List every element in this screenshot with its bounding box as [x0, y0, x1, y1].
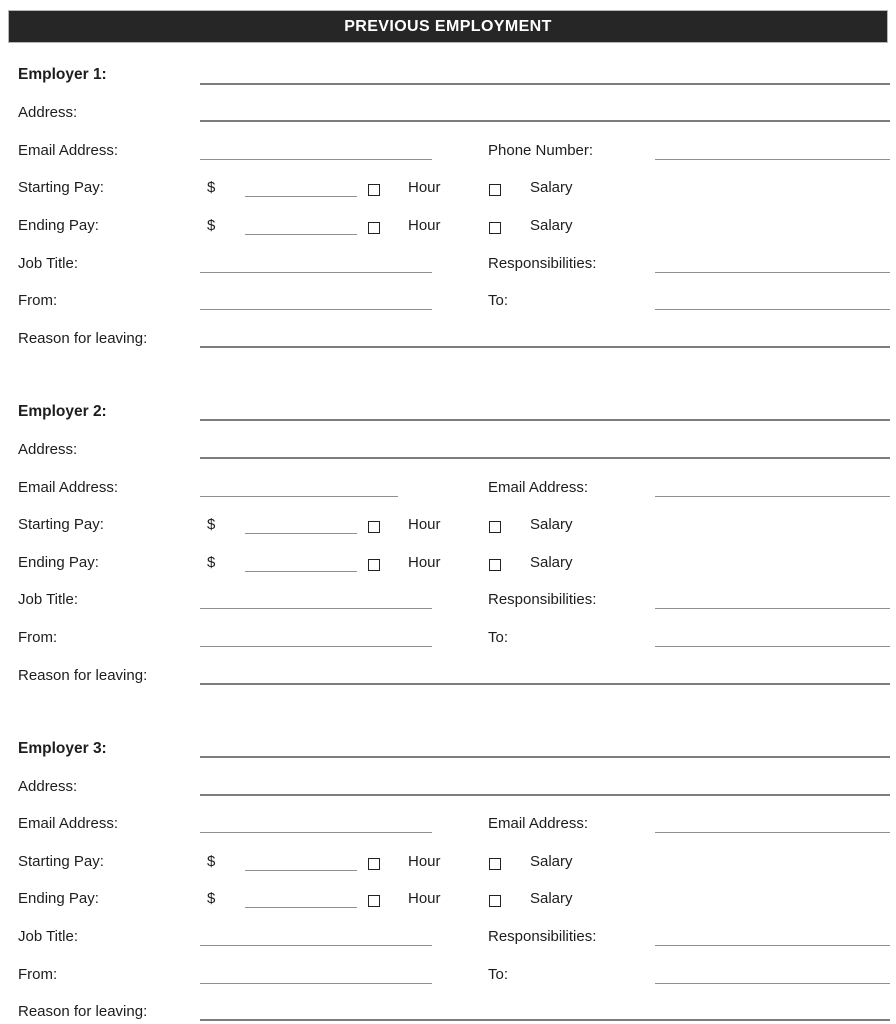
ending-pay-amount-line[interactable]: [245, 907, 357, 908]
email-label: Email Address:: [18, 141, 119, 159]
hour-label: Hour: [408, 890, 441, 908]
reason-row: [18, 993, 890, 1024]
salary-label: Salary: [530, 553, 573, 571]
dates-row: [18, 618, 890, 656]
email-label: Email Address:: [18, 478, 119, 496]
job-title-line[interactable]: [200, 608, 432, 609]
employer-name-label: Employer 1:: [18, 66, 107, 84]
starting-pay-row: [18, 169, 890, 207]
address-label: Address:: [18, 777, 78, 795]
reason-row: [18, 656, 890, 694]
reason-line[interactable]: [200, 1019, 890, 1021]
hour-label: Hour: [408, 516, 441, 534]
hour-label: Hour: [408, 553, 441, 571]
ending-pay-salary-checkbox[interactable]: [489, 559, 501, 571]
phone-input-line[interactable]: [655, 159, 890, 160]
hour-label: Hour: [408, 852, 441, 870]
address-row: [18, 430, 890, 468]
ending-pay-hour-checkbox[interactable]: [368, 895, 380, 907]
salary-label: Salary: [530, 179, 573, 197]
dollar-sign: $: [207, 553, 216, 571]
from-date-line[interactable]: [200, 646, 432, 647]
contact-row: [18, 805, 890, 843]
reason-line[interactable]: [200, 683, 890, 685]
email-right-input-line[interactable]: [655, 496, 890, 497]
phone-label: Phone Number:: [488, 141, 594, 159]
to-date-line[interactable]: [655, 646, 890, 647]
starting-pay-salary-checkbox[interactable]: [489, 184, 501, 196]
ending-pay-salary-checkbox[interactable]: [489, 895, 501, 907]
to-date-line[interactable]: [655, 983, 890, 984]
contact-row: [18, 131, 890, 169]
from-date-line[interactable]: [200, 983, 432, 984]
employer-name-row: [18, 730, 890, 768]
job-title-label: Job Title:: [18, 928, 79, 946]
starting-pay-row: [18, 506, 890, 544]
reason-label: Reason for leaving:: [18, 1003, 148, 1021]
address-row: [18, 767, 890, 805]
employer-name-label: Employer 2:: [18, 402, 107, 420]
starting-pay-row: [18, 842, 890, 880]
reason-label: Reason for leaving:: [18, 329, 148, 347]
job-title-line[interactable]: [200, 945, 432, 946]
employer-name-row: [18, 393, 890, 431]
reason-label: Reason for leaving:: [18, 666, 148, 684]
responsibilities-line[interactable]: [655, 945, 890, 946]
job-title-line[interactable]: [200, 272, 432, 273]
job-title-label: Job Title:: [18, 591, 79, 609]
job-title-row: [18, 581, 890, 619]
email-input-line[interactable]: [200, 159, 432, 160]
email-right-label: Email Address:: [488, 478, 589, 496]
ending-pay-row: [18, 206, 890, 244]
reason-row: [18, 319, 890, 357]
to-label: To:: [488, 292, 509, 310]
dollar-sign: $: [207, 516, 216, 534]
responsibilities-label: Responsibilities:: [488, 254, 597, 272]
employer-name-label: Employer 3:: [18, 739, 107, 757]
employer-3-section: [0, 730, 896, 1024]
email-right-label: Email Address:: [488, 815, 589, 833]
dates-row: [18, 282, 890, 320]
dollar-sign: $: [207, 179, 216, 197]
contact-row: [18, 468, 890, 506]
responsibilities-line[interactable]: [655, 272, 890, 273]
address-line[interactable]: [200, 794, 890, 796]
ending-pay-amount-line[interactable]: [245, 571, 357, 572]
to-label: To:: [488, 628, 509, 646]
dates-row: [18, 955, 890, 993]
ending-pay-amount-line[interactable]: [245, 234, 357, 235]
ending-pay-row: [18, 543, 890, 581]
salary-label: Salary: [530, 516, 573, 534]
address-label: Address:: [18, 104, 78, 122]
dollar-sign: $: [207, 852, 216, 870]
ending-pay-hour-checkbox[interactable]: [368, 222, 380, 234]
from-label: From:: [18, 292, 58, 310]
salary-label: Salary: [530, 216, 573, 234]
section-header-title: PREVIOUS EMPLOYMENT: [344, 17, 552, 35]
address-label: Address:: [18, 440, 78, 458]
address-row: [18, 94, 890, 132]
job-title-row: [18, 917, 890, 955]
to-date-line[interactable]: [655, 309, 890, 310]
starting-pay-hour-checkbox[interactable]: [368, 184, 380, 196]
employer-2-section: [0, 393, 896, 694]
starting-pay-salary-checkbox[interactable]: [489, 521, 501, 533]
job-title-row: [18, 244, 890, 282]
ending-pay-label: Ending Pay:: [18, 216, 99, 234]
starting-pay-amount-line[interactable]: [245, 533, 357, 534]
salary-label: Salary: [530, 852, 573, 870]
ending-pay-salary-checkbox[interactable]: [489, 222, 501, 234]
email-right-input-line[interactable]: [655, 832, 890, 833]
from-date-line[interactable]: [200, 309, 432, 310]
starting-pay-hour-checkbox[interactable]: [368, 858, 380, 870]
job-title-label: Job Title:: [18, 254, 79, 272]
from-label: From:: [18, 965, 58, 983]
responsibilities-label: Responsibilities:: [488, 928, 597, 946]
ending-pay-hour-checkbox[interactable]: [368, 559, 380, 571]
dollar-sign: $: [207, 216, 216, 234]
salary-label: Salary: [530, 890, 573, 908]
starting-pay-amount-line[interactable]: [245, 870, 357, 871]
email-input-line[interactable]: [200, 832, 432, 833]
starting-pay-label: Starting Pay:: [18, 852, 104, 870]
starting-pay-label: Starting Pay:: [18, 179, 104, 197]
employer-name-line[interactable]: [200, 419, 890, 421]
from-label: From:: [18, 628, 58, 646]
address-line[interactable]: [200, 120, 890, 122]
ending-pay-label: Ending Pay:: [18, 890, 99, 908]
responsibilities-line[interactable]: [655, 608, 890, 609]
address-line[interactable]: [200, 457, 890, 459]
starting-pay-salary-checkbox[interactable]: [489, 858, 501, 870]
employer-name-row: [18, 56, 890, 94]
dollar-sign: $: [207, 890, 216, 908]
starting-pay-amount-line[interactable]: [245, 196, 357, 197]
employer-1-section: [0, 56, 896, 357]
reason-line[interactable]: [200, 346, 890, 348]
email-label: Email Address:: [18, 815, 119, 833]
starting-pay-hour-checkbox[interactable]: [368, 521, 380, 533]
email-input-line[interactable]: [200, 496, 398, 497]
ending-pay-row: [18, 880, 890, 918]
to-label: To:: [488, 965, 509, 983]
ending-pay-label: Ending Pay:: [18, 553, 99, 571]
employer-name-line[interactable]: [200, 756, 890, 758]
responsibilities-label: Responsibilities:: [488, 591, 597, 609]
section-header-bar: [8, 10, 888, 43]
hour-label: Hour: [408, 216, 441, 234]
starting-pay-label: Starting Pay:: [18, 516, 104, 534]
hour-label: Hour: [408, 179, 441, 197]
employer-name-line[interactable]: [200, 83, 890, 85]
